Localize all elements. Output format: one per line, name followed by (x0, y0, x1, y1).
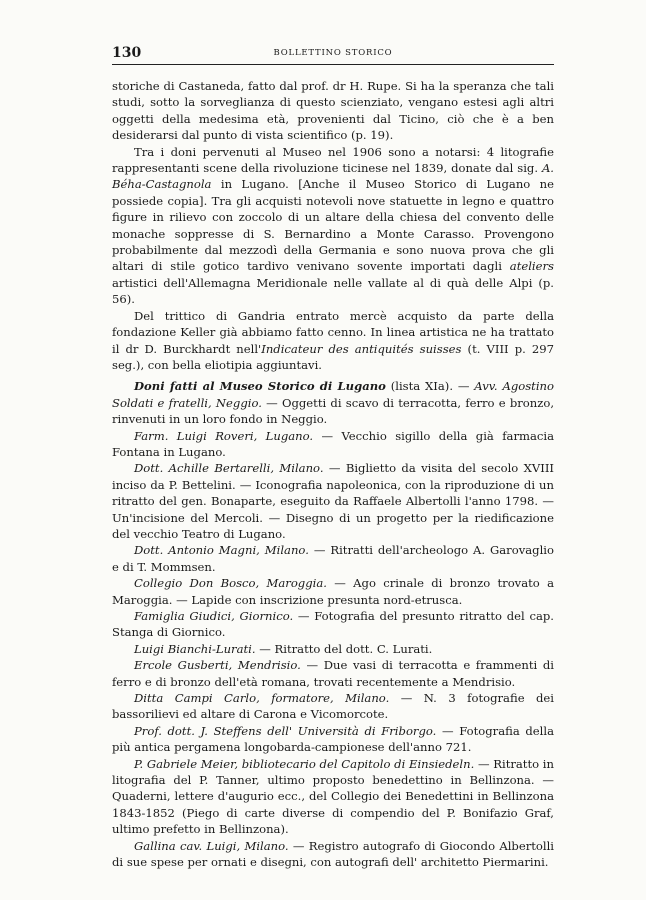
donor-name: Avv. Agostino Soldati e fratelli, Neggio. (112, 379, 554, 410)
donation-text: — Ago crinale di bronzo trovato a Maroggia. — Lapide con inscrizione presunta nord-etrusca. (112, 576, 554, 607)
donation-text: — Registro autografo di Giocondo Albertolli di sue spese per ornati e disegni, con autografi dell' architetto Piermarini. (112, 838, 555, 870)
donor-name: Ditta Campi Carlo, formatore, Milano. (134, 691, 390, 706)
donor-name: Luigi Bianchi-Lurati. (134, 641, 256, 656)
donation-text: — N. 3 fotografie dei bassorilievi ed altare di Carona e Vicomorcote. (112, 691, 555, 722)
donation-entry (112, 641, 554, 657)
paragraph-text: (t. VIII p. 297 seg.), con bella eliotipia aggiuntavi. (112, 341, 555, 372)
donation-entry (112, 756, 554, 838)
paragraph-text: artistici dell'Allemagna Meridionale nelle vallate al di quà delle Alpi (p. 56). (112, 275, 554, 307)
donation-text: — Oggetti di scavo di terracotta, ferro e bronzo, rinvenuti in un loro fondo in Neggio. (112, 395, 555, 427)
donor-name: A. Béha-Castagnola (112, 161, 554, 192)
italic-term: ateliers (509, 259, 554, 274)
page-number: 130 (112, 45, 142, 61)
donation-entry (112, 428, 554, 461)
donor-name: Farm. Luigi Roveri, Lugano. (134, 428, 314, 443)
running-head: BOLLETTINO STORICO (273, 48, 393, 58)
paragraph-text: Del trittico di Gandria entrato mercè acquisto da parte della fondazione Keller già abbiamo fatto cenno. In linea artistica ne ha trattato il dr D. Burckhardt nell' (112, 308, 554, 356)
list-reference: (lista XIa). — (385, 379, 475, 394)
donor-name: Ercole Gusberti, Mendrisio. (134, 658, 301, 673)
body-text (112, 78, 554, 871)
donation-entry (112, 575, 554, 608)
donation-entry (112, 542, 554, 575)
page-header (112, 44, 554, 65)
donor-name: Dott. Antonio Magni, Milano. (134, 543, 309, 558)
donation-entry (112, 657, 554, 690)
donor-name: Dott. Achille Bertarelli, Milano. (134, 461, 324, 476)
donation-text: — Ritratto in litografia del P. Tanner, ultimo proposto benedettino in Bellinzona. — Quaderni, lettere d'augurio ecc., del Collegio dei Benedettini in Bellinzona 1843-1852 (Piego di carte diverse di compendio del P. Bonifazio Graf, ultimo prefetto in Bellinzona). (112, 756, 554, 837)
donation-entry (112, 723, 554, 756)
donation-entry (112, 378, 554, 427)
donation-text: — Ritratti dell'archeologo A. Garovaglio e di T. Mommsen. (112, 543, 554, 574)
donor-name: Prof. dott. J. Steffens dell' Università di Friborgo. (134, 723, 437, 738)
donor-name: Collegio Don Bosco, Maroggia. (134, 576, 327, 591)
donation-text: — Biglietto da visita del secolo XVIII inciso da P. Bettelini. — Iconografia napoleonica, con la riproduzione di un ritratto del gen. Bonaparte, eseguito da Raffaele Albertolli l'anno 1798. — Un'incisione del Mercoli. — Disegno di un progetto per la riedificazione del vecchio Teatro di Lugano. (112, 461, 554, 541)
donation-text: — Fotografia del presunto ritratto del cap. Stanga di Giornico. (112, 609, 554, 640)
donation-entry (112, 690, 554, 723)
paragraph-text: storiche di Castaneda, fatto dal prof. dr H. Rupe. Si ha la speranza che tali studi, sotto la sorveglianza di questo scienziato, vengano estesi agli altri oggetti della medesima età, provenienti dal Ticino, ciò che è a ben desiderarsi dal punto di vista scientifico (p. 19). (112, 79, 554, 143)
paragraph (112, 308, 554, 374)
paragraph-text: in Lugano. [Anche il Museo Storico di Lugano ne possiede copia]. Tra gli acquisti notevoli nove statuette in legno e quattro figure in rilievo con zoccolo di un altare della chiesa del convento delle monache soppresse di S. Bernardino a Monte Carasso. Provengono probabilmente dal mezzodì della Germania e sono nuova prova che gli altari di stile gotico tardivo venivano sovente importati dagli (112, 177, 554, 274)
donor-name: Famiglia Giudici, Giornico. (134, 609, 294, 623)
donation-entry (112, 608, 554, 641)
donation-text: — Due vasi di terracotta e frammenti di ferro e di bronzo dell'età romana, trovati recentemente a Mendrisio. (112, 658, 554, 689)
paragraph-text: Tra i doni pervenuti al Museo nel 1906 sono a notarsi: 4 litografie rappresentanti scene della rivoluzione ticinese nel 1839, donate dal sig. (112, 144, 554, 176)
donor-name: Gallina cav. Luigi, Milano. (134, 838, 289, 853)
paragraph (112, 144, 554, 308)
donation-entry (112, 460, 554, 542)
donation-entry (112, 838, 554, 871)
donation-text: — Ritratto del dott. C. Lurati. (255, 641, 433, 656)
donation-text: — Vecchio sigillo della già farmacia Fontana in Lugano. (112, 428, 555, 459)
donation-text: — Fotografia della più antica pergamena longobarda-campionese dell'anno 721. (112, 723, 555, 755)
publication-title: Indicateur des antiquités suisses (261, 341, 462, 356)
paragraph (112, 78, 554, 144)
donations-heading: Doni fatti al Museo Storico di Lugano (134, 379, 386, 394)
donor-name: P. Gabriele Meier, bibliotecario del Capitolo di Einsiedeln. (134, 756, 475, 771)
